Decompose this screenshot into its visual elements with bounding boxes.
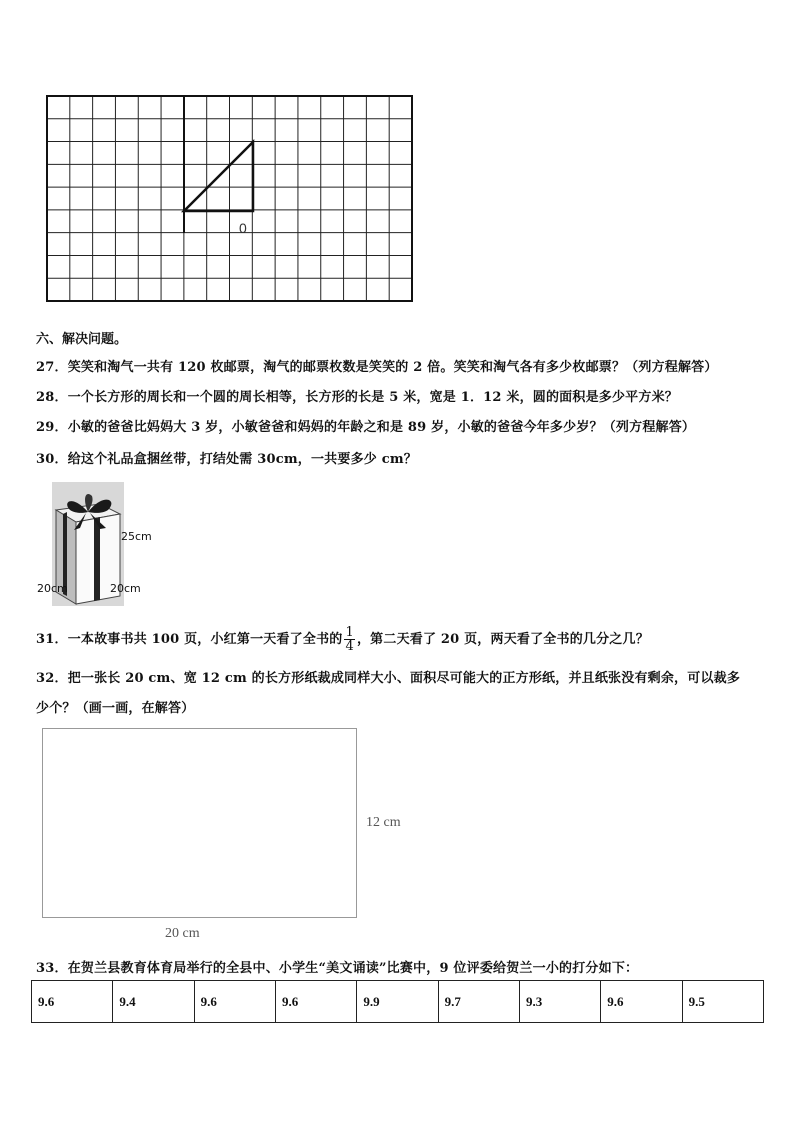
rectangle-width-label: 20 cm: [165, 926, 200, 941]
question-31-text-before: 31．一本故事书共 100 页，小红第一天看了全书的: [36, 632, 343, 647]
question-31-text-after: ，第二天看了 20 页，两天看了全书的几分之几？: [356, 632, 649, 647]
scores-table: [31, 980, 764, 1023]
question-31: [36, 626, 649, 653]
score-cell: 9.4: [113, 981, 194, 1023]
score-cell: 9.6: [194, 981, 275, 1023]
gift-width-label-left: 20cm: [37, 582, 68, 595]
question-29: 29．小敏的爸爸比妈妈大 3 岁，小敏爸爸和妈妈的年龄之和是 89 岁，小敏的爸爸今年多少岁？（列方程解答）: [36, 420, 696, 435]
score-cell: 9.9: [357, 981, 438, 1023]
question-32-line-1: 32．把一张长 20 cm、宽 12 cm 的长方形纸裁成同样大小、面积尽可能大的正方形纸，并且纸张没有剩余，可以裁多: [36, 671, 741, 686]
score-cell: 9.6: [601, 981, 682, 1023]
score-cell: 9.3: [519, 981, 600, 1023]
question-30: 30．给这个礼品盒捆丝带，打结处需 30cm，一共要多少 cm？: [36, 452, 417, 467]
grid-lines: [47, 96, 412, 301]
question-27: 27．笑笑和淘气一共有 120 枚邮票，淘气的邮票枚数是笑笑的 2 倍。笑笑和淘气各有多少枚邮票？（列方程解答）: [36, 360, 718, 375]
section-title: 六、解决问题。: [36, 332, 128, 347]
grid-triangle: [184, 142, 253, 211]
score-cell: 9.6: [32, 981, 113, 1023]
question-33: 33．在贺兰县教育体育局举行的全县中、小学生“美文诵读”比赛中，9 位评委给贺兰一小的打分如下：: [36, 961, 639, 976]
score-cell: 9.6: [275, 981, 356, 1023]
table-row: [32, 981, 764, 1023]
question-28: 28．一个长方形的周长和一个圆的周长相等，长方形的长是 5 米，宽是 1．12 米，圆的面积是多少平方米？: [36, 390, 678, 405]
gift-width-label-right: 20cm: [110, 582, 141, 595]
grid-label-zero: 0: [239, 220, 247, 236]
rectangle-figure: [42, 728, 357, 918]
score-cell: 9.7: [438, 981, 519, 1023]
fraction-numerator: 1: [345, 625, 354, 640]
grid-figure: [46, 95, 414, 303]
fraction-one-quarter: [344, 626, 354, 653]
gift-height-label: 25cm: [121, 530, 152, 543]
question-32-line-2: 少个？（画一画，在解答）: [36, 701, 195, 716]
rectangle-height-label: 12 cm: [366, 815, 401, 830]
score-cell: 9.5: [682, 981, 763, 1023]
fraction-denominator: 4: [345, 639, 354, 654]
